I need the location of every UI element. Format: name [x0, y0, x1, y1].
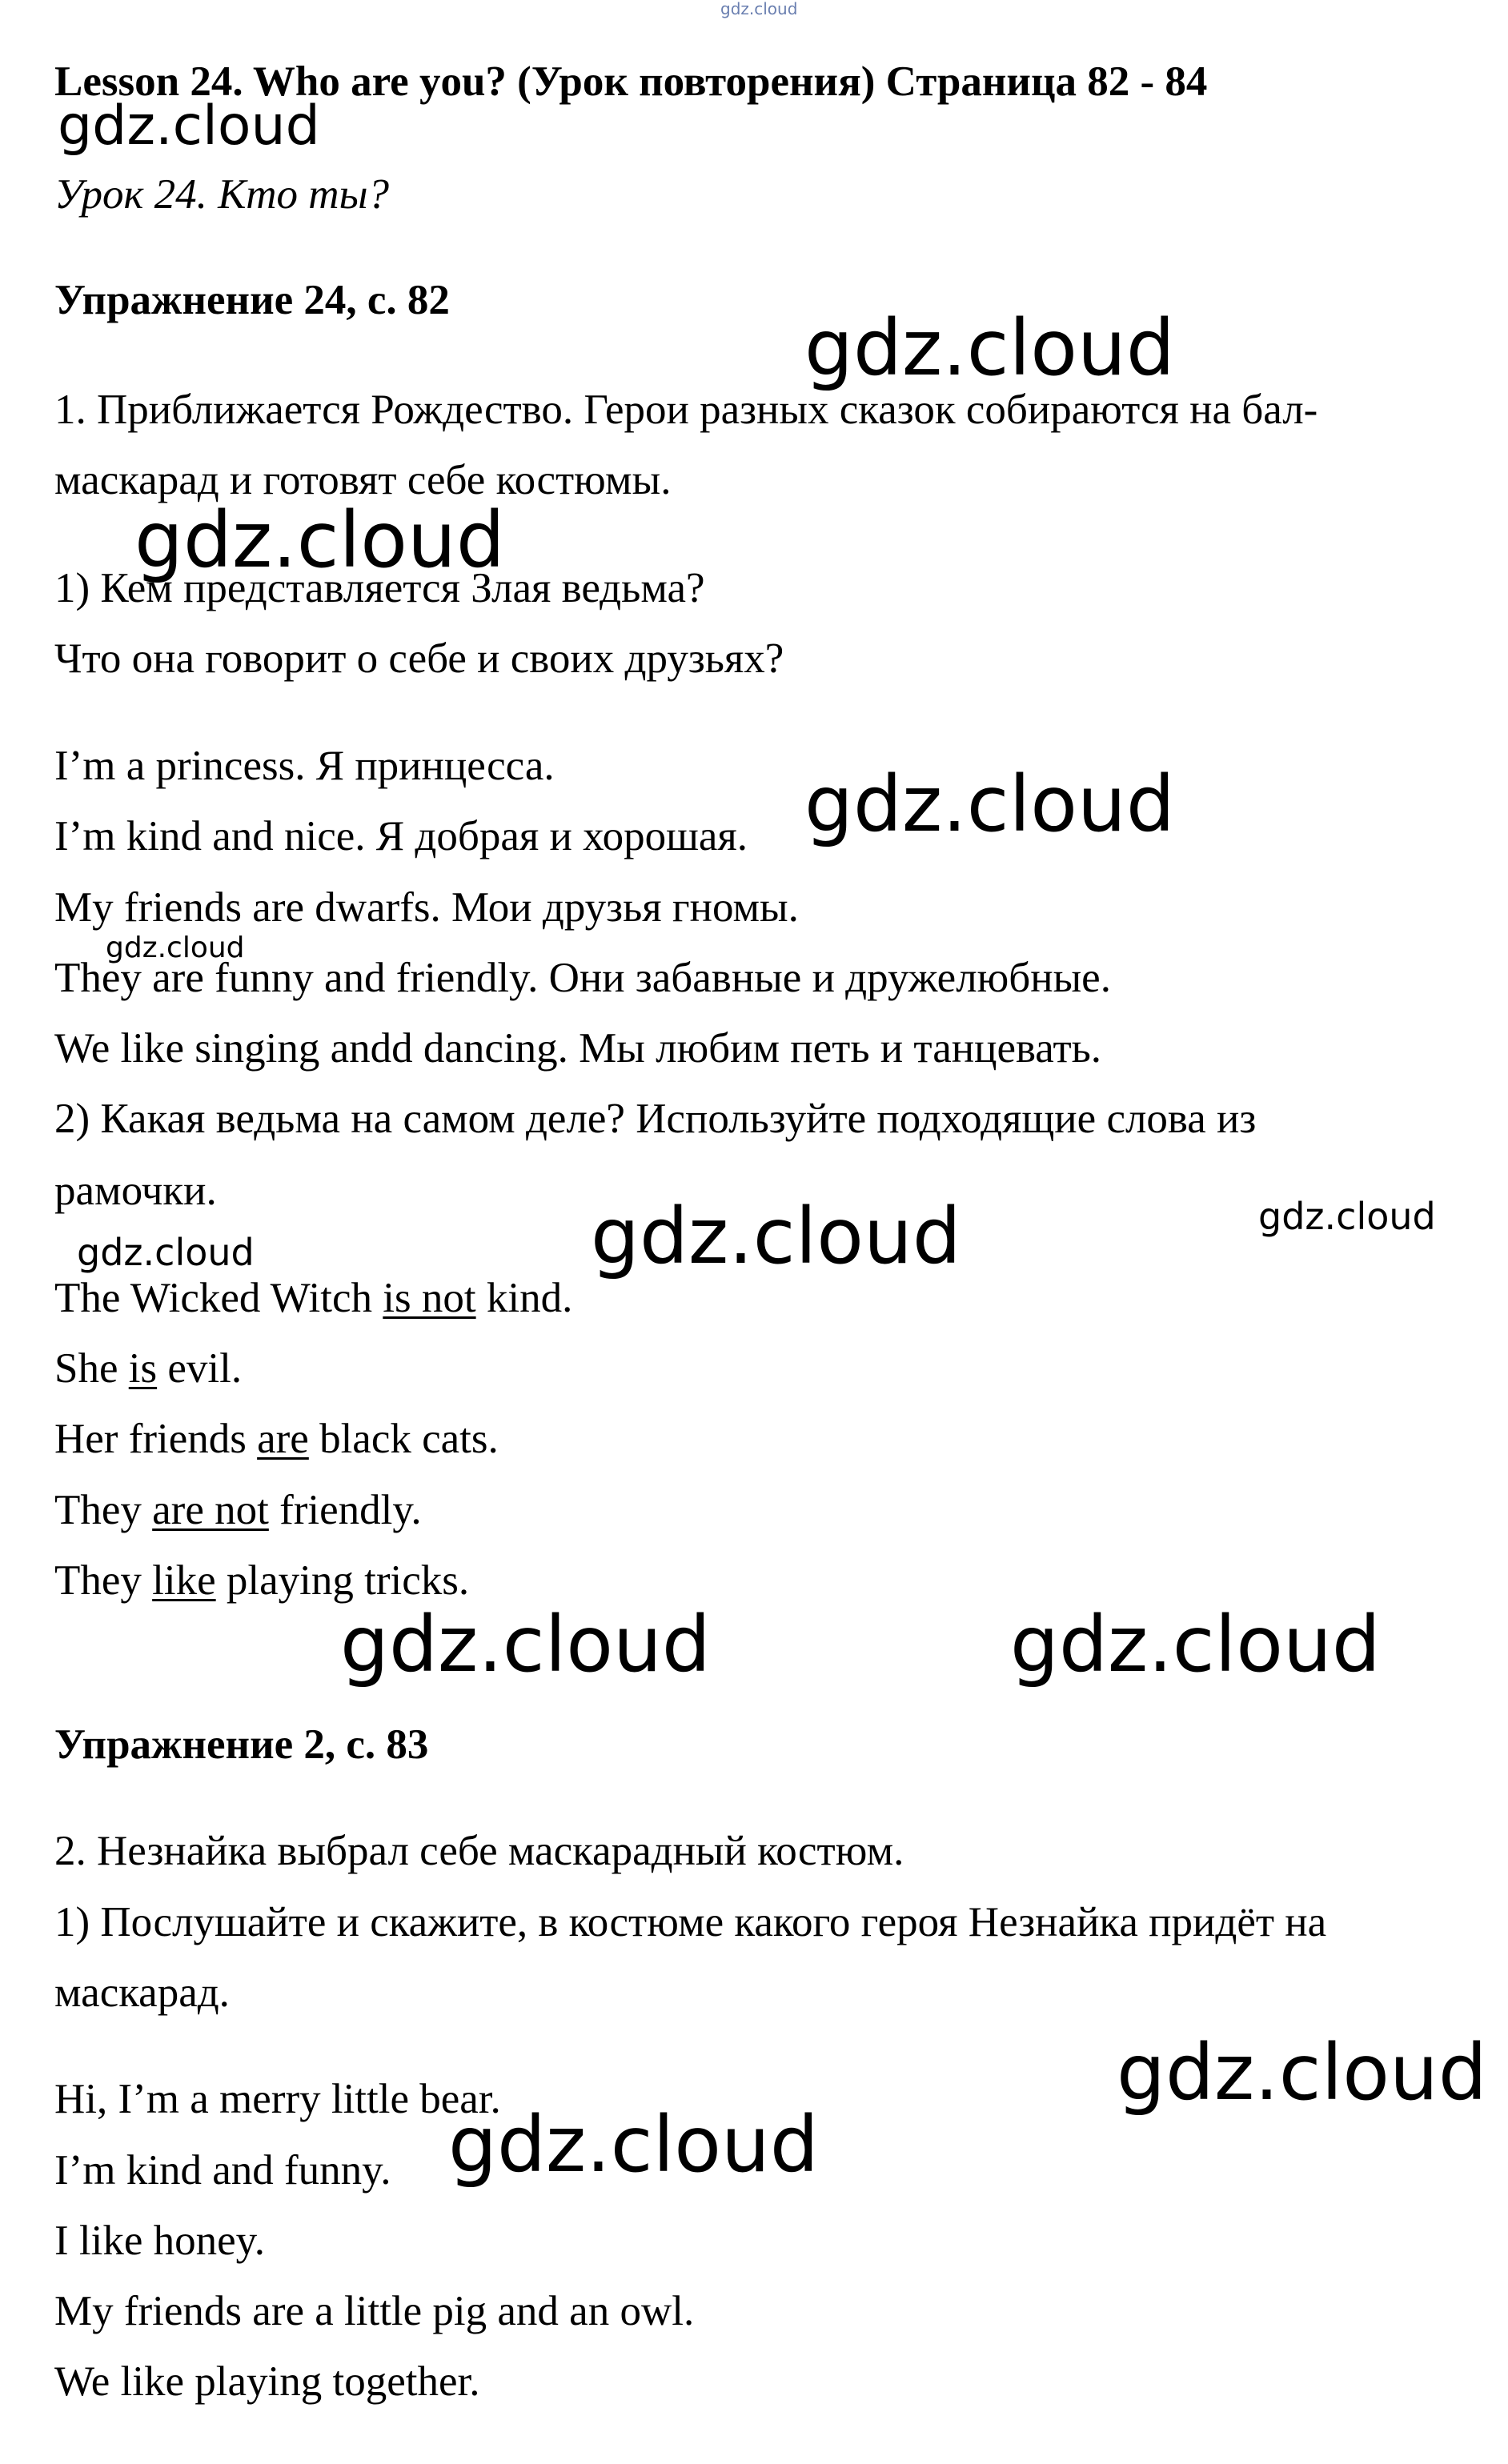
filled-word: like — [152, 1557, 216, 1604]
watermark: gdz.cloud — [804, 303, 1175, 393]
exercise2-q1-line2: маскарад. — [54, 1969, 230, 2016]
exercise1-q1-line2: Что она говорит о себе и своих друзьях? — [54, 635, 784, 682]
watermark: gdz.cloud — [1258, 1195, 1436, 1238]
exercise2-heading: Упражнение 2, с. 83 — [54, 1721, 429, 1768]
answer-line: We like singing andd dancing. Мы любим петь и танцевать. — [54, 1025, 1102, 1072]
answer-line: I’m a princess. Я принцесса. — [54, 743, 555, 789]
lesson-title: Lesson 24. Who are you? (Урок повторения) Страница 82 - 84 — [54, 58, 1208, 105]
watermark: gdz.cloud — [448, 2100, 819, 2190]
filled-word: are not — [152, 1487, 269, 1533]
fill-sentence: They like playing tricks. — [54, 1557, 470, 1604]
answer-line: Hi, I’m a merry little bear. — [54, 2076, 501, 2122]
answer-line: I like honey. — [54, 2218, 265, 2264]
watermark: gdz.cloud — [134, 495, 505, 585]
exercise1-q2-line2: рамочки. — [54, 1168, 217, 1214]
watermark: gdz.cloud — [340, 1600, 711, 1689]
filled-word: is — [128, 1345, 158, 1392]
exercise1-q2-line1: 2) Какая ведьма на самом деле? Используйте подходящие слова из — [54, 1096, 1257, 1142]
exercise2-task-line1: 2. Незнайка выбрал себе маскарадный костюм. — [54, 1828, 904, 1874]
lesson-subtitle: Урок 24. Кто ты? — [54, 171, 389, 218]
fill-sentence: Her friends are black cats. — [54, 1416, 499, 1462]
fill-sentence: They are not friendly. — [54, 1487, 422, 1533]
watermark: gdz.cloud — [106, 932, 245, 964]
filled-word: are — [257, 1416, 309, 1462]
answer-line: I’m kind and nice. Я добрая и хорошая. — [54, 813, 748, 859]
answer-line: My friends are dwarfs. Мои друзья гномы. — [54, 884, 799, 931]
watermark: gdz.cloud — [77, 1231, 255, 1274]
exercise1-q1-line1: 1) Кем представляется Злая ведьма? — [54, 565, 705, 611]
answer-line: They are funny and friendly. Они забавные и дружелюбные. — [54, 955, 1111, 1001]
answer-line: My friends are a little pig and an owl. — [54, 2288, 695, 2334]
exercise2-q1-line1: 1) Послушайте и скажите, в костюме какого героя Незнайка придёт на — [54, 1899, 1327, 1945]
answer-line: We like playing together. — [54, 2358, 480, 2405]
filled-word: is not — [383, 1275, 476, 1321]
fill-sentence: The Wicked Witch is not kind. — [54, 1275, 573, 1321]
watermark-top: gdz.cloud — [720, 0, 798, 18]
watermark: gdz.cloud — [591, 1192, 961, 1281]
exercise1-task-line1: 1. Приближается Рождество. Герои разных сказок собираются на бал- — [54, 387, 1318, 433]
exercise1-heading: Упражнение 24, с. 82 — [54, 277, 450, 323]
watermark: gdz.cloud — [804, 759, 1175, 849]
fill-sentence: She is evil. — [54, 1345, 243, 1392]
watermark: gdz.cloud — [1010, 1600, 1381, 1689]
exercise1-task-line2: маскарад и готовят себе костюмы. — [54, 457, 672, 503]
watermark: gdz.cloud — [58, 94, 320, 158]
watermark: gdz.cloud — [1117, 2028, 1487, 2117]
answer-line: I’m kind and funny. — [54, 2147, 391, 2194]
